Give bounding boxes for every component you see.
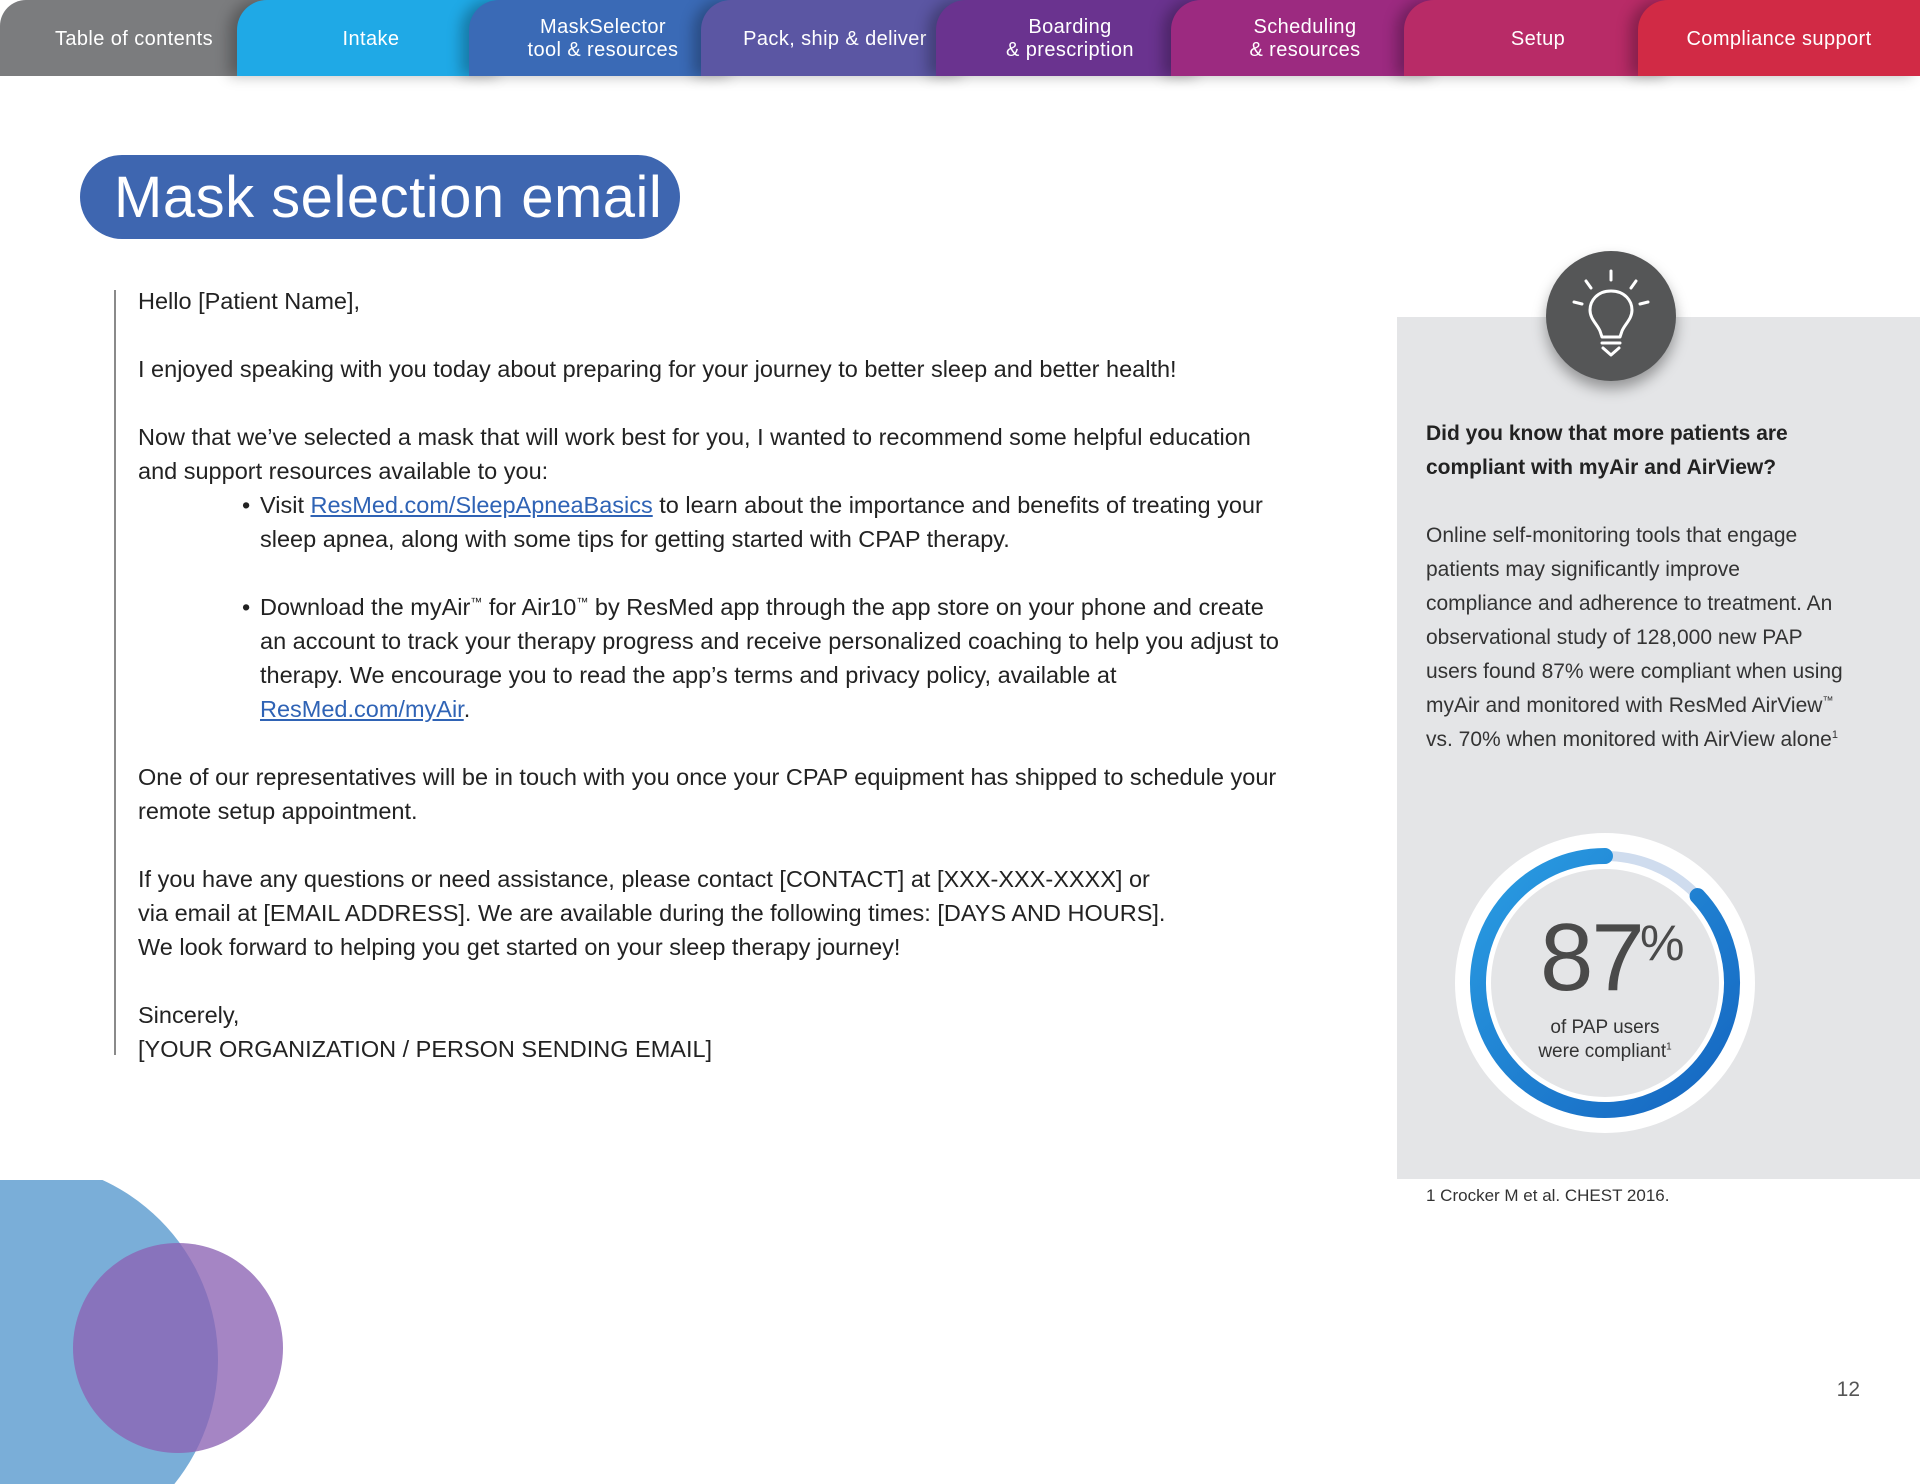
bullet-dot: •: [242, 492, 251, 518]
email-sender: [YOUR ORGANIZATION / PERSON SENDING EMAIL]: [138, 1036, 713, 1062]
myair-link[interactable]: ResMed.com/myAir: [260, 696, 464, 722]
decorative-purple-circle: [73, 1243, 283, 1453]
stat-caption-line-1: of PAP users: [1550, 1017, 1660, 1038]
tab-intake[interactable]: Intake: [237, 0, 505, 76]
tab-maskselector[interactable]: MaskSelector tool & resources: [469, 0, 737, 76]
tab-compliance-support[interactable]: Compliance support: [1638, 0, 1920, 76]
bullet-1-pre: Visit: [260, 492, 311, 518]
sleep-apnea-basics-link[interactable]: ResMed.com/SleepApneaBasics: [310, 492, 653, 518]
trademark-mark: ™: [576, 595, 589, 610]
did-you-know-body: [1426, 519, 1846, 757]
page-title: Mask selection email: [80, 155, 680, 239]
email-template: [138, 284, 1288, 1100]
tab-scheduling-resources[interactable]: Scheduling & resources: [1171, 0, 1439, 76]
email-signoff-block: [138, 998, 1288, 1066]
tab-boarding-prescription[interactable]: Boarding & prescription: [936, 0, 1204, 76]
footnote: 1 Crocker M et al. CHEST 2016.: [1426, 1186, 1670, 1205]
body-part-b: vs. 70% when monitored with AirView alone: [1426, 728, 1832, 751]
trademark-mark: ™: [470, 595, 483, 610]
footnote-ref: 1: [1666, 1041, 1672, 1053]
email-paragraph-4-line-2: via email at [EMAIL ADDRESS]. We are available during the following times: [DAYS AND HOURS].: [138, 900, 1166, 926]
email-paragraph-2: Now that we’ve selected a mask that will work best for you, I wanted to recommend some helpful education and support resources available to you:: [138, 424, 1251, 484]
email-signoff: Sincerely,: [138, 1002, 240, 1028]
bullet-2-part-c: by ResMed app through the app store on your phone and create an account to track your therapy progress and receive personalized coaching to help you adjust to therapy. We encourage you to read the app’s terms and privacy policy, available at: [260, 594, 1279, 688]
email-paragraph-4: [138, 862, 1288, 964]
stat-caption-line-2: were compliant: [1538, 1041, 1667, 1062]
bullet-1-post: to learn about the importance and benefits of treating your sleep apnea, along with some tips for getting started with CPAP therapy.: [260, 492, 1263, 552]
email-paragraph-3: One of our representatives will be in touch with you once your CPAP equipment has shipped to schedule your remote setup appointment.: [138, 764, 1277, 824]
page-number: 12: [1836, 1378, 1860, 1401]
section-nav-tabs: [0, 0, 1920, 76]
email-bullet-1: [242, 488, 1288, 556]
email-paragraph-4-line-1: If you have any questions or need assistance, please contact [CONTACT] at [XXX-XXX-XXXX] or: [138, 866, 1150, 892]
bullet-2-part-b: for Air10: [482, 594, 577, 620]
email-bullet-2: [242, 590, 1288, 726]
tab-setup[interactable]: Setup: [1404, 0, 1672, 76]
email-left-rule: [114, 290, 116, 1055]
trademark-mark: ™: [1822, 695, 1834, 707]
email-greeting: Hello [Patient Name],: [138, 288, 361, 314]
stat-percent-sign: %: [1640, 915, 1685, 971]
stat-value: 87: [1540, 904, 1643, 1011]
stat-caption: [1505, 1016, 1705, 1064]
tab-table-of-contents[interactable]: Table of contents: [0, 0, 268, 76]
decorative-circles: [0, 1180, 300, 1484]
email-paragraph-1: I enjoyed speaking with you today about preparing for your journey to better sleep and better health!: [138, 356, 1177, 382]
bullet-2-part-a: Download the myAir: [260, 594, 471, 620]
footnote-ref: 1: [1831, 729, 1838, 741]
bullet-dot: •: [242, 594, 251, 620]
lightbulb-icon: [1546, 251, 1676, 381]
bullet-2-end: .: [463, 696, 471, 722]
email-paragraph-4-line-3: We look forward to helping you get started on your sleep therapy journey!: [138, 934, 901, 960]
tab-pack-ship-deliver[interactable]: Pack, ship & deliver: [701, 0, 969, 76]
did-you-know-question: Did you know that more patients are compliant with myAir and AirView?: [1426, 422, 1788, 479]
lightbulb-badge: [1546, 251, 1676, 381]
body-part-a: Online self-monitoring tools that engage patients may significantly improve compliance and adherence to treatment. An observational study of 128,000 new PAP users found 87% were compliant when using myAir and monitored with ResMed AirView: [1426, 524, 1843, 717]
